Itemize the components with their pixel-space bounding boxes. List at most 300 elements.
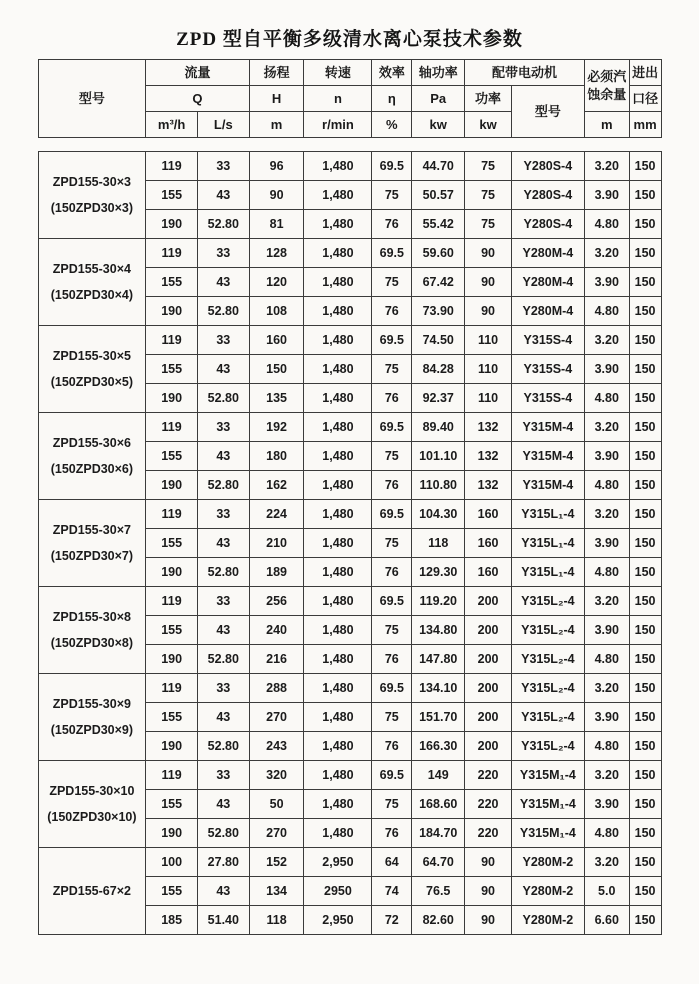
- value-cell: 160: [465, 558, 512, 587]
- value-cell: 2,950: [304, 848, 372, 877]
- value-cell: 3.20: [584, 239, 629, 268]
- value-cell: 4.80: [584, 819, 629, 848]
- value-cell: Y315M-4: [511, 442, 584, 471]
- value-cell: 2,950: [304, 906, 372, 935]
- value-cell: 150: [629, 181, 661, 210]
- value-cell: 270: [249, 819, 304, 848]
- pump-model-cell: [38, 413, 146, 500]
- value-cell: 288: [249, 674, 304, 703]
- value-cell: 1,480: [304, 587, 372, 616]
- value-cell: 155: [146, 529, 198, 558]
- value-cell: 1,480: [304, 326, 372, 355]
- value-cell: 3.20: [584, 413, 629, 442]
- value-cell: 150: [629, 500, 661, 529]
- value-cell: 75: [372, 790, 412, 819]
- value-cell: 155: [146, 877, 198, 906]
- value-cell: 76: [372, 732, 412, 761]
- value-cell: 160: [249, 326, 304, 355]
- value-cell: 43: [197, 790, 249, 819]
- value-cell: 75: [465, 210, 512, 239]
- value-cell: 162: [249, 471, 304, 500]
- value-cell: 190: [146, 384, 198, 413]
- pump-model-name: ZPD155-30×9: [52, 696, 131, 711]
- value-cell: 200: [465, 645, 512, 674]
- value-cell: 74.50: [412, 326, 465, 355]
- value-cell: Y280M-2: [511, 906, 584, 935]
- value-cell: 200: [465, 732, 512, 761]
- value-cell: 3.20: [584, 761, 629, 790]
- value-cell: 3.20: [584, 152, 629, 181]
- value-cell: 52.80: [197, 819, 249, 848]
- value-cell: 132: [465, 471, 512, 500]
- value-cell: 168.60: [412, 790, 465, 819]
- value-cell: 185: [146, 906, 198, 935]
- header-npsh: [584, 60, 629, 112]
- spec-data-table: [38, 151, 662, 935]
- value-cell: 82.60: [412, 906, 465, 935]
- value-cell: 75: [372, 703, 412, 732]
- value-cell: 110: [465, 326, 512, 355]
- value-cell: 150: [629, 703, 661, 732]
- value-cell: 76: [372, 645, 412, 674]
- value-cell: 33: [197, 413, 249, 442]
- value-cell: 166.30: [412, 732, 465, 761]
- value-cell: 119: [146, 152, 198, 181]
- pump-model-cell: [38, 500, 146, 587]
- pump-model-alias: (150ZPD30×7): [50, 549, 134, 563]
- value-cell: 155: [146, 703, 198, 732]
- value-cell: 67.42: [412, 268, 465, 297]
- value-cell: 1,480: [304, 761, 372, 790]
- value-cell: 3.90: [584, 529, 629, 558]
- value-cell: 1,480: [304, 558, 372, 587]
- value-cell: 150: [629, 587, 661, 616]
- value-cell: 52.80: [197, 645, 249, 674]
- value-cell: 75: [465, 152, 512, 181]
- value-cell: 3.20: [584, 587, 629, 616]
- pump-model-alias: (150ZPD30×10): [47, 810, 137, 824]
- page-title: ZPD 型自平衡多级清水离心泵技术参数: [176, 29, 523, 50]
- value-cell: 200: [465, 587, 512, 616]
- value-cell: 50.57: [412, 181, 465, 210]
- value-cell: 64.70: [412, 848, 465, 877]
- value-cell: 1,480: [304, 268, 372, 297]
- value-cell: 3.20: [584, 674, 629, 703]
- value-cell: 135: [249, 384, 304, 413]
- value-cell: 118: [249, 906, 304, 935]
- value-cell: 160: [465, 500, 512, 529]
- value-cell: 190: [146, 471, 198, 500]
- value-cell: 150: [629, 326, 661, 355]
- value-cell: 4.80: [584, 645, 629, 674]
- value-cell: Y280M-2: [511, 877, 584, 906]
- value-cell: Y315S-4: [511, 326, 584, 355]
- value-cell: 155: [146, 181, 198, 210]
- value-cell: 150: [629, 268, 661, 297]
- value-cell: Y315L₂-4: [511, 703, 584, 732]
- value-cell: 110.80: [412, 471, 465, 500]
- value-cell: 120: [249, 268, 304, 297]
- value-cell: 320: [249, 761, 304, 790]
- header-speed: 转速: [304, 60, 372, 86]
- value-cell: 190: [146, 732, 198, 761]
- value-cell: 1,480: [304, 152, 372, 181]
- value-cell: 81: [249, 210, 304, 239]
- value-cell: 155: [146, 790, 198, 819]
- value-cell: 150: [629, 558, 661, 587]
- value-cell: 128: [249, 239, 304, 268]
- header-flow: 流量: [146, 60, 249, 86]
- value-cell: 52.80: [197, 297, 249, 326]
- value-cell: 69.5: [372, 326, 412, 355]
- value-cell: 92.37: [412, 384, 465, 413]
- value-cell: 59.60: [412, 239, 465, 268]
- table-row: [38, 239, 661, 268]
- value-cell: 52.80: [197, 558, 249, 587]
- value-cell: Y315L₂-4: [511, 674, 584, 703]
- value-cell: 189: [249, 558, 304, 587]
- value-cell: Y280M-4: [511, 239, 584, 268]
- value-cell: 90: [465, 268, 512, 297]
- value-cell: 1,480: [304, 239, 372, 268]
- header-shaft-power-symbol: Pa: [412, 86, 465, 112]
- value-cell: 149: [412, 761, 465, 790]
- value-cell: 2950: [304, 877, 372, 906]
- table-row: [38, 587, 661, 616]
- pump-model-alias: (150ZPD30×9): [50, 723, 134, 737]
- value-cell: 1,480: [304, 529, 372, 558]
- header-port-line1: 进出: [629, 60, 661, 86]
- value-cell: 74: [372, 877, 412, 906]
- value-cell: 184.70: [412, 819, 465, 848]
- value-cell: 101.10: [412, 442, 465, 471]
- value-cell: 90: [465, 848, 512, 877]
- value-cell: 33: [197, 500, 249, 529]
- value-cell: 96: [249, 152, 304, 181]
- header-speed-unit: r/min: [304, 112, 372, 138]
- header-port-unit: mm: [629, 112, 661, 138]
- value-cell: 3.90: [584, 790, 629, 819]
- value-cell: 119: [146, 674, 198, 703]
- value-cell: 76: [372, 297, 412, 326]
- value-cell: 3.90: [584, 268, 629, 297]
- value-cell: 200: [465, 674, 512, 703]
- value-cell: 119: [146, 239, 198, 268]
- value-cell: 90: [465, 239, 512, 268]
- header-shaft-power: 轴功率: [412, 60, 465, 86]
- value-cell: 1,480: [304, 703, 372, 732]
- spec-header-table: [38, 59, 662, 138]
- table-row: [38, 848, 661, 877]
- value-cell: Y280M-4: [511, 297, 584, 326]
- value-cell: 1,480: [304, 645, 372, 674]
- value-cell: 150: [629, 210, 661, 239]
- value-cell: 3.90: [584, 181, 629, 210]
- value-cell: 152: [249, 848, 304, 877]
- value-cell: 76.5: [412, 877, 465, 906]
- value-cell: 119: [146, 500, 198, 529]
- value-cell: 55.42: [412, 210, 465, 239]
- value-cell: 3.20: [584, 326, 629, 355]
- value-cell: 104.30: [412, 500, 465, 529]
- value-cell: 190: [146, 558, 198, 587]
- value-cell: 3.90: [584, 442, 629, 471]
- value-cell: 1,480: [304, 500, 372, 529]
- value-cell: 69.5: [372, 413, 412, 442]
- value-cell: 75: [465, 181, 512, 210]
- value-cell: 190: [146, 210, 198, 239]
- value-cell: 33: [197, 674, 249, 703]
- value-cell: 3.90: [584, 703, 629, 732]
- value-cell: 43: [197, 268, 249, 297]
- pump-model-name: ZPD155-67×2: [52, 883, 131, 898]
- value-cell: 75: [372, 268, 412, 297]
- value-cell: 43: [197, 442, 249, 471]
- value-cell: 190: [146, 297, 198, 326]
- value-cell: 150: [629, 471, 661, 500]
- value-cell: 5.0: [584, 877, 629, 906]
- value-cell: 51.40: [197, 906, 249, 935]
- value-cell: 33: [197, 152, 249, 181]
- value-cell: 90: [465, 297, 512, 326]
- value-cell: 150: [629, 645, 661, 674]
- pump-model-name: ZPD155-30×6: [52, 435, 131, 450]
- value-cell: 4.80: [584, 297, 629, 326]
- value-cell: Y315L₁-4: [511, 500, 584, 529]
- value-cell: 220: [465, 819, 512, 848]
- value-cell: 1,480: [304, 442, 372, 471]
- value-cell: 118: [412, 529, 465, 558]
- header-motor-power-unit: kw: [465, 112, 512, 138]
- value-cell: 190: [146, 645, 198, 674]
- value-cell: 75: [372, 355, 412, 384]
- table-row: [38, 152, 661, 181]
- header-speed-symbol: n: [304, 86, 372, 112]
- value-cell: 76: [372, 471, 412, 500]
- value-cell: 150: [629, 819, 661, 848]
- value-cell: 200: [465, 703, 512, 732]
- value-cell: 1,480: [304, 471, 372, 500]
- value-cell: Y315L₂-4: [511, 616, 584, 645]
- table-row: [38, 500, 661, 529]
- value-cell: 150: [629, 848, 661, 877]
- pump-model-alias: (150ZPD30×3): [50, 201, 134, 215]
- header-shaft-power-unit: kw: [412, 112, 465, 138]
- value-cell: 75: [372, 181, 412, 210]
- value-cell: 43: [197, 355, 249, 384]
- pump-model-name: ZPD155-30×7: [52, 522, 131, 537]
- value-cell: 160: [465, 529, 512, 558]
- value-cell: 180: [249, 442, 304, 471]
- value-cell: 210: [249, 529, 304, 558]
- pump-model-name: ZPD155-30×3: [52, 174, 131, 189]
- pump-model-name: ZPD155-30×5: [52, 348, 131, 363]
- value-cell: 270: [249, 703, 304, 732]
- pump-model-name: ZPD155-30×8: [52, 609, 131, 624]
- value-cell: 110: [465, 355, 512, 384]
- header-npsh-line1: 必须汽: [587, 68, 627, 84]
- value-cell: 155: [146, 268, 198, 297]
- value-cell: 192: [249, 413, 304, 442]
- value-cell: 132: [465, 413, 512, 442]
- header-motor-model: 型号: [511, 86, 584, 138]
- header-npsh-line2: 蚀余量: [587, 86, 627, 102]
- value-cell: 43: [197, 529, 249, 558]
- value-cell: 150: [249, 355, 304, 384]
- value-cell: 4.80: [584, 210, 629, 239]
- value-cell: 50: [249, 790, 304, 819]
- value-cell: Y315M₁-4: [511, 790, 584, 819]
- header-head-unit: m: [249, 112, 304, 138]
- value-cell: 119: [146, 326, 198, 355]
- value-cell: 155: [146, 616, 198, 645]
- value-cell: 220: [465, 761, 512, 790]
- value-cell: 150: [629, 355, 661, 384]
- value-cell: 75: [372, 442, 412, 471]
- value-cell: 134: [249, 877, 304, 906]
- value-cell: 150: [629, 384, 661, 413]
- value-cell: 1,480: [304, 674, 372, 703]
- value-cell: Y315S-4: [511, 355, 584, 384]
- value-cell: 76: [372, 210, 412, 239]
- value-cell: 1,480: [304, 819, 372, 848]
- value-cell: 151.70: [412, 703, 465, 732]
- value-cell: 4.80: [584, 471, 629, 500]
- value-cell: 90: [465, 906, 512, 935]
- value-cell: 150: [629, 761, 661, 790]
- value-cell: 33: [197, 239, 249, 268]
- value-cell: 6.60: [584, 906, 629, 935]
- value-cell: 1,480: [304, 616, 372, 645]
- header-port-line2: 口径: [629, 86, 661, 112]
- value-cell: 150: [629, 906, 661, 935]
- header-efficiency: 效率: [372, 60, 412, 86]
- value-cell: 155: [146, 355, 198, 384]
- value-cell: 4.80: [584, 732, 629, 761]
- value-cell: Y280M-2: [511, 848, 584, 877]
- pump-model-cell: [38, 326, 146, 413]
- header-flow-unit-m3h: m³/h: [146, 112, 198, 138]
- value-cell: 200: [465, 616, 512, 645]
- value-cell: 240: [249, 616, 304, 645]
- value-cell: Y315L₂-4: [511, 645, 584, 674]
- value-cell: 134.10: [412, 674, 465, 703]
- value-cell: 76: [372, 384, 412, 413]
- value-cell: 150: [629, 239, 661, 268]
- value-cell: Y280M-4: [511, 268, 584, 297]
- value-cell: Y315M₁-4: [511, 761, 584, 790]
- value-cell: 132: [465, 442, 512, 471]
- value-cell: 150: [629, 152, 661, 181]
- value-cell: 216: [249, 645, 304, 674]
- value-cell: 3.20: [584, 500, 629, 529]
- value-cell: 224: [249, 500, 304, 529]
- value-cell: 33: [197, 761, 249, 790]
- value-cell: 90: [465, 877, 512, 906]
- value-cell: 43: [197, 181, 249, 210]
- header-efficiency-symbol: η: [372, 86, 412, 112]
- pump-table-body: [38, 152, 661, 935]
- value-cell: Y315L₂-4: [511, 732, 584, 761]
- pump-model-alias: (150ZPD30×4): [50, 288, 134, 302]
- header-flow-symbol: Q: [146, 86, 249, 112]
- value-cell: 3.90: [584, 616, 629, 645]
- header-row-1: [38, 60, 661, 86]
- value-cell: 43: [197, 703, 249, 732]
- value-cell: 43: [197, 877, 249, 906]
- value-cell: 43: [197, 616, 249, 645]
- value-cell: 4.80: [584, 558, 629, 587]
- pump-model-name: ZPD155-30×4: [52, 261, 131, 276]
- value-cell: 3.90: [584, 355, 629, 384]
- value-cell: 150: [629, 616, 661, 645]
- pump-model-cell: [38, 587, 146, 674]
- value-cell: 150: [629, 732, 661, 761]
- value-cell: Y280S-4: [511, 181, 584, 210]
- value-cell: 150: [629, 877, 661, 906]
- value-cell: 69.5: [372, 674, 412, 703]
- value-cell: 129.30: [412, 558, 465, 587]
- pump-model-name: ZPD155-30×10: [49, 783, 135, 798]
- pump-model-cell: [38, 674, 146, 761]
- value-cell: 119: [146, 587, 198, 616]
- value-cell: 155: [146, 442, 198, 471]
- pump-model-alias: (150ZPD30×6): [50, 462, 134, 476]
- value-cell: 73.90: [412, 297, 465, 326]
- pump-model-cell: [38, 239, 146, 326]
- value-cell: 150: [629, 529, 661, 558]
- value-cell: 52.80: [197, 210, 249, 239]
- value-cell: 69.5: [372, 500, 412, 529]
- value-cell: 69.5: [372, 587, 412, 616]
- value-cell: 1,480: [304, 790, 372, 819]
- table-row: [38, 413, 661, 442]
- value-cell: Y315S-4: [511, 384, 584, 413]
- value-cell: 150: [629, 413, 661, 442]
- value-cell: Y280S-4: [511, 152, 584, 181]
- value-cell: 75: [372, 529, 412, 558]
- value-cell: 33: [197, 587, 249, 616]
- value-cell: 150: [629, 297, 661, 326]
- value-cell: 27.80: [197, 848, 249, 877]
- table-row: [38, 761, 661, 790]
- value-cell: 69.5: [372, 152, 412, 181]
- value-cell: Y315M-4: [511, 413, 584, 442]
- value-cell: 1,480: [304, 181, 372, 210]
- value-cell: 64: [372, 848, 412, 877]
- pump-model-cell: [38, 761, 146, 848]
- value-cell: 52.80: [197, 732, 249, 761]
- pump-model-cell: [38, 848, 146, 935]
- header-model: 型号: [38, 60, 146, 138]
- value-cell: 243: [249, 732, 304, 761]
- value-cell: 1,480: [304, 384, 372, 413]
- header-npsh-unit: m: [584, 112, 629, 138]
- value-cell: 69.5: [372, 239, 412, 268]
- value-cell: Y315L₁-4: [511, 558, 584, 587]
- value-cell: Y315L₁-4: [511, 529, 584, 558]
- value-cell: 4.80: [584, 384, 629, 413]
- value-cell: 134.80: [412, 616, 465, 645]
- pump-model-alias: (150ZPD30×5): [50, 375, 134, 389]
- value-cell: 150: [629, 790, 661, 819]
- header-head-symbol: H: [249, 86, 304, 112]
- value-cell: Y280S-4: [511, 210, 584, 239]
- value-cell: 90: [249, 181, 304, 210]
- value-cell: Y315L₂-4: [511, 587, 584, 616]
- value-cell: 52.80: [197, 471, 249, 500]
- value-cell: 147.80: [412, 645, 465, 674]
